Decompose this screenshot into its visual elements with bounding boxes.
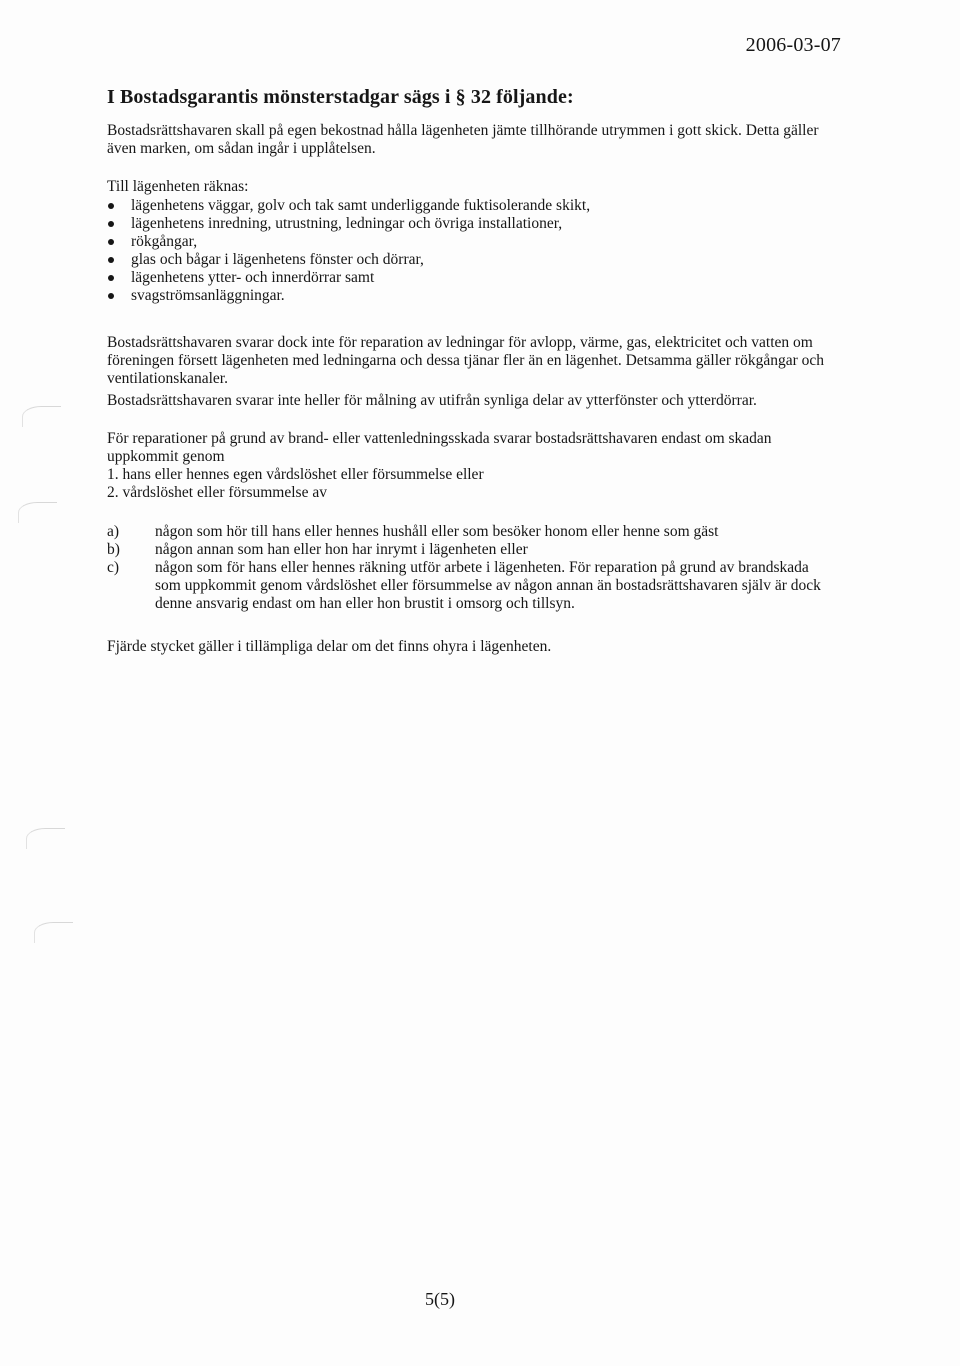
numbered-item-2: 2. vårdslöshet eller försummelse av [107, 484, 327, 501]
reparation-paragraph: För reparationer på grund av brand- eller vattenledningsskada svarar bostadsrättshavaren endast om skadan uppkommit genom [107, 430, 772, 465]
document-heading: I Bostadsgarantis mönsterstadgar sägs i § 32 följande: [107, 86, 574, 108]
punch-hole-mark [34, 922, 73, 943]
punch-hole-mark [18, 502, 57, 523]
alpha-text: någon som för hans eller hennes räkning utför arbete i lägenheten. För reparation på grund av brandskada som uppkommit genom vårdslöshet eller försummelse av någon annan än bostadsrättshavaren själv är dock denne ansvarig endast om han eller hon brustit i omsorg och tillsyn. [155, 559, 821, 612]
alpha-marker: c) [107, 559, 120, 576]
fjarde-paragraph: Fjärde stycket gäller i tillämpliga delar om det finns ohyra i lägenheten. [107, 638, 552, 655]
alpha-text: någon som hör till hans eller hennes hushåll eller som besöker honom eller henne som gäst [155, 523, 719, 540]
alpha-item-a [107, 523, 837, 541]
alpha-item-b [107, 541, 837, 559]
alpha-marker: b) [107, 541, 120, 558]
bullet-list [107, 197, 590, 305]
numbered-item-1: 1. hans eller hennes egen vårdslöshet eller försummelse eller [107, 466, 484, 483]
punch-hole-mark [22, 406, 61, 427]
malning-paragraph: Bostadsrättshavaren svarar inte heller för målning av utifrån synliga delar av ytterfönster och ytterdörrar. [107, 392, 757, 409]
alpha-marker: a) [107, 523, 120, 540]
document-date: 2006-03-07 [745, 34, 841, 56]
alpha-item-c [107, 559, 837, 613]
list-item: lägenhetens ytter- och innerdörrar samt [107, 269, 590, 287]
list-item: svagströmsanläggningar. [107, 287, 590, 305]
list-item: lägenhetens inredning, utrustning, ledningar och övriga installationer, [107, 215, 590, 233]
alpha-text: någon annan som han eller hon har inrymt i lägenheten eller [155, 541, 528, 558]
list-item: lägenhetens väggar, golv och tak samt underliggande fuktisolerande skikt, [107, 197, 590, 215]
till-lagenheten-label: Till lägenheten räknas: [107, 178, 249, 195]
alpha-list [107, 523, 837, 613]
list-item: rökgångar, [107, 233, 590, 251]
intro-paragraph: Bostadsrättshavaren skall på egen bekostnad hålla lägenheten jämte tillhörande utrymmen i gott skick. Detta gäller även marken, om sådan ingår i upplåtelsen. [107, 122, 819, 157]
page-number: 5(5) [425, 1289, 455, 1309]
list-item: glas och bågar i lägenhetens fönster och dörrar, [107, 251, 590, 269]
punch-hole-mark [26, 828, 65, 849]
dock-paragraph: Bostadsrättshavaren svarar dock inte för reparation av ledningar för avlopp, värme, gas, elektricitet och vatten om föreningen försett lägenheten med ledningarna och dessa tjänar fler än en lägenhet. Detsamma gäller rökgångar och ventilationskanaler. [107, 334, 825, 387]
